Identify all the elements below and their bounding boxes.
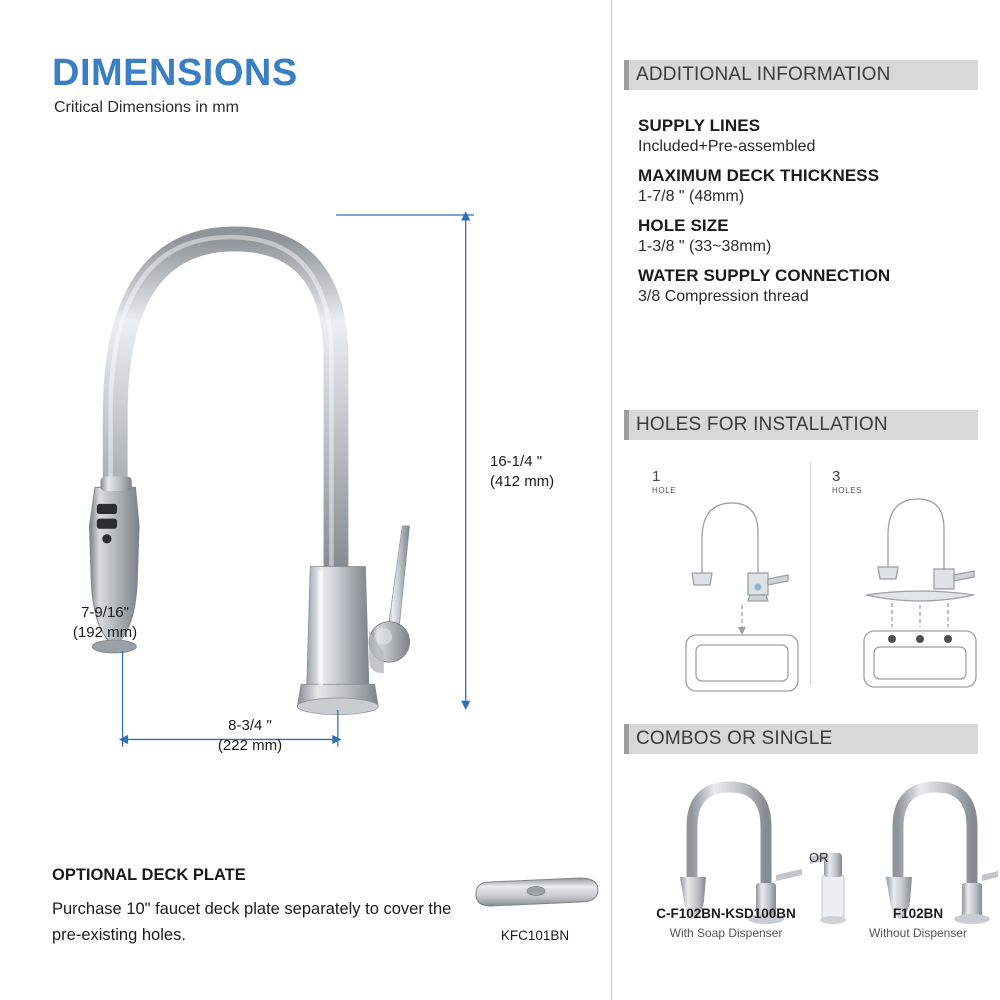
combo-or-label: OR [809, 850, 829, 865]
hole-caption-1: HOLE [652, 486, 677, 495]
info-definition: Included+Pre-assembled [638, 138, 816, 155]
deck-plate-code: KFC101BN [500, 928, 570, 943]
info-definition: 3/8 Compression thread [638, 288, 809, 305]
hole-count-3: 3 [832, 468, 841, 485]
info-definition: 1-7/8 " (48mm) [638, 188, 745, 205]
hole-caption-3: HOLES [832, 486, 863, 495]
info-item [638, 266, 988, 306]
info-item [638, 216, 988, 256]
dimension-spout-height [40, 603, 170, 644]
combo-right-label: F102BN [892, 906, 944, 921]
dimension-reach-imperial: 8-3/4 " [228, 717, 272, 734]
info-term: MAXIMUM DECK THICKNESS [638, 166, 880, 185]
page-subtitle: Critical Dimensions in mm [54, 99, 239, 116]
section-header-additional-information: ADDITIONAL INFORMATION [624, 60, 978, 90]
dimension-total-height-imperial: 16-1/4 " [490, 453, 543, 470]
holes-diagram-separator [810, 462, 811, 684]
info-definition: 1-3/8 " (33~38mm) [638, 238, 772, 255]
section-header-holes-for-installation: HOLES FOR INSTALLATION [624, 410, 978, 440]
hole-count-1: 1 [652, 468, 661, 485]
dimension-total-height-metric: (412 mm) [490, 473, 555, 491]
info-term: WATER SUPPLY CONNECTION [638, 266, 891, 285]
deck-plate-text: Purchase 10" faucet deck plate separately to cover the pre-existing holes. [52, 900, 452, 944]
info-item [638, 166, 988, 206]
dimension-spout-height-imperial: 7-9/16" [81, 604, 129, 621]
deck-plate-drawing [470, 868, 610, 924]
section-header-combos-or-single: COMBOS OR SINGLE [624, 724, 978, 754]
info-term: HOLE SIZE [638, 216, 729, 235]
holes-installation-diagram [630, 455, 998, 695]
dimension-reach-metric: (222 mm) [217, 737, 283, 755]
deck-plate-title: OPTIONAL DECK PLATE [52, 866, 246, 884]
info-term: SUPPLY LINES [638, 116, 761, 135]
dimension-total-height [490, 452, 610, 493]
dimension-spout-height-metric: (192 mm) [72, 624, 138, 642]
combo-left-sub: With Soap Dispenser [669, 926, 783, 940]
dimension-reach [150, 716, 350, 757]
info-item [638, 116, 988, 156]
combo-right-sub: Without Dispenser [868, 926, 968, 940]
panel-divider [611, 0, 612, 1000]
additional-information-list [638, 116, 988, 316]
faucet-drawing [60, 180, 520, 780]
combo-left-label: C-F102BN-KSD100BN [656, 906, 796, 921]
page-title: DIMENSIONS [52, 52, 298, 94]
right-panel [624, 0, 1000, 1000]
